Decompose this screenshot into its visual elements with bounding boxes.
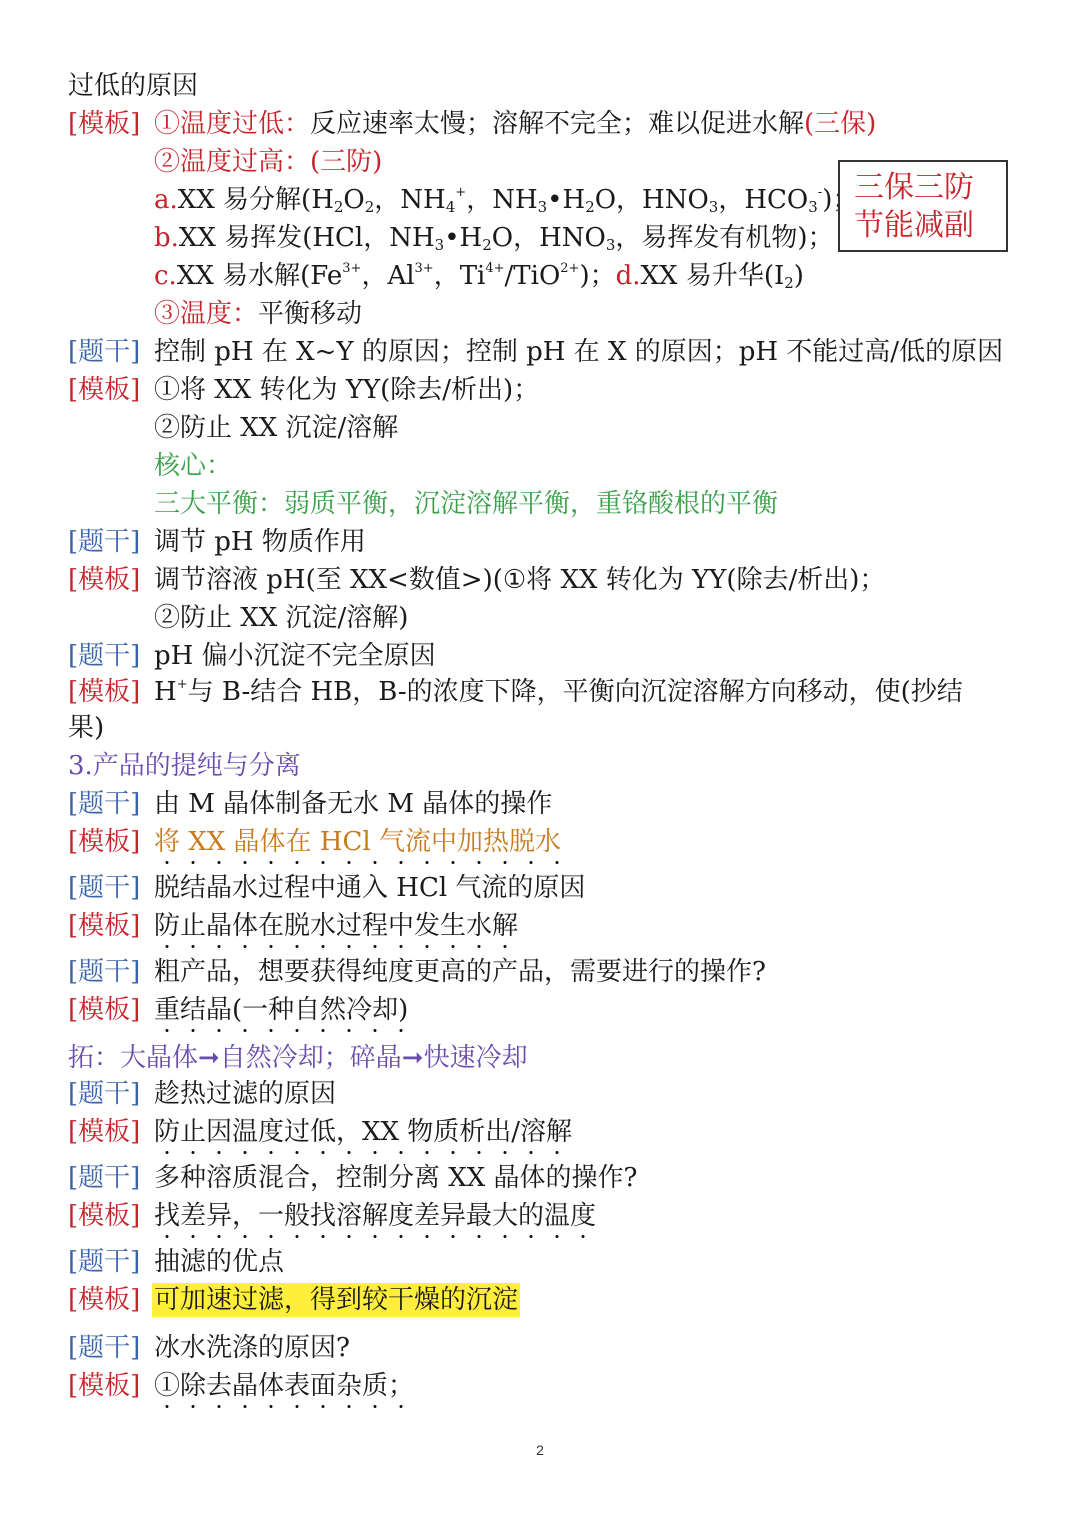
template-tag: [模板] <box>68 827 141 857</box>
emphasis-text: 防止晶体在脱水过程中发生水解 <box>154 909 518 951</box>
line-content: ①温度过低：反应速率太慢；溶解不完全；难以促进水解(三保) <box>154 109 877 139</box>
line-text: 果) <box>68 713 105 743</box>
question-tag: [题干] <box>68 957 141 987</box>
emphasis-text: 重结晶(一种自然冷却) <box>154 993 408 1035</box>
line-text: 调节 pH 物质作用 <box>154 527 366 557</box>
template-tag: [模板] <box>68 375 141 405</box>
line-text: ①将 XX 转化为 YY(除去/析出)； <box>154 375 540 405</box>
section-title: 3.产品的提纯与分离 <box>68 751 301 781</box>
question-tag: [题干] <box>68 337 141 367</box>
highlighted-text: 可加速过滤，得到较干燥的沉淀 <box>154 1285 519 1315</box>
line-content: c.XX 易水解($Fe^{3+}$，$Al^{3+}$，$Ti^{4+}/TiO^{2+}$)；d.XX 易升华$(I_2)$ <box>154 261 804 292</box>
boxed-note-line: 节能减副 <box>854 208 974 243</box>
emphasis-text: ①除去晶体表面杂质； <box>154 1369 414 1411</box>
line-content: H+与 B-结合 HB，B-的浓度下降，平衡向沉淀溶解方向移动，使(抄结 <box>154 677 963 707</box>
line-text: ②温度过高：(三防) <box>154 147 383 177</box>
question-tag: [题干] <box>68 1163 141 1193</box>
line-text: 多种溶质混合，控制分离 XX 晶体的操作? <box>154 1163 638 1193</box>
template-tag: [模板] <box>68 995 141 1025</box>
emphasis-text: 防止因温度过低，XX 物质析出/溶解 <box>154 1115 572 1157</box>
line-text: ②防止 XX 沉淀/溶解 <box>154 413 399 443</box>
question-tag: [题干] <box>68 1247 141 1277</box>
line-text: 脱结晶水过程中通入 HCl 气流的原因 <box>154 873 586 903</box>
emphasis-text: 找差异，一般找溶解度差异最大的温度 <box>154 1199 596 1241</box>
template-tag: [模板] <box>68 911 141 941</box>
template-tag: [模板] <box>68 1201 141 1231</box>
question-tag: [题干] <box>68 873 141 903</box>
question-tag: [题干] <box>68 1333 141 1363</box>
question-tag: [题干] <box>68 789 141 819</box>
line-text: 过低的原因 <box>68 71 199 101</box>
template-tag: [模板] <box>68 1371 141 1401</box>
emphasis-text: 将 XX 晶体在 HCl 气流中加热脱水 <box>154 825 561 867</box>
line-text: pH 偏小沉淀不完全原因 <box>154 641 436 671</box>
page-number: 2 <box>536 1442 544 1458</box>
question-tag: [题干] <box>68 527 141 557</box>
extension-text: 拓：大晶体➞自然冷却；碎晶➞快速冷却 <box>68 1043 528 1073</box>
template-tag: [模板] <box>68 1285 141 1315</box>
template-tag: [模板] <box>68 1117 141 1147</box>
question-tag: [题干] <box>68 641 141 671</box>
line-content: ③温度：平衡移动 <box>154 299 363 329</box>
line-text: ②防止 XX 沉淀/溶解) <box>154 603 409 633</box>
line-text: 调节溶液 pH(至 XX<数值>)(①将 XX 转化为 YY(除去/析出)； <box>154 565 886 595</box>
line-text: 冰水洗涤的原因? <box>154 1333 350 1363</box>
line-content: b.XX 易挥发(HCl，$NH_3•H_2O$，$HNO_3$，易挥发有机物)； <box>154 223 834 254</box>
line-text: 由 M 晶体制备无水 M 晶体的操作 <box>154 789 553 819</box>
core-label: 核心： <box>154 451 233 481</box>
line-text: 控制 pH 在 X~Y 的原因；控制 pH 在 X 的原因；pH 不能过高/低的原因 <box>154 337 1004 367</box>
template-tag: [模板] <box>68 565 141 595</box>
core-text: 三大平衡：弱质平衡，沉淀溶解平衡，重铬酸根的平衡 <box>154 489 779 519</box>
line-text: 趁热过滤的原因 <box>154 1079 337 1109</box>
line-text: 抽滤的优点 <box>154 1247 285 1277</box>
question-tag: [题干] <box>68 1079 141 1109</box>
boxed-note <box>838 160 1008 252</box>
template-tag: [模板] <box>68 677 141 707</box>
line-content: a.XX 易分解($H_2O_2$，$NH_4^+$，$NH_3•H_2O$，$HNO_3$，$HCO_3^-$)； <box>154 185 859 216</box>
line-text: 粗产品，想要获得纯度更高的产品，需要进行的操作? <box>154 957 766 987</box>
template-tag: [模板] <box>68 109 141 139</box>
boxed-note-line: 三保三防 <box>854 170 974 205</box>
